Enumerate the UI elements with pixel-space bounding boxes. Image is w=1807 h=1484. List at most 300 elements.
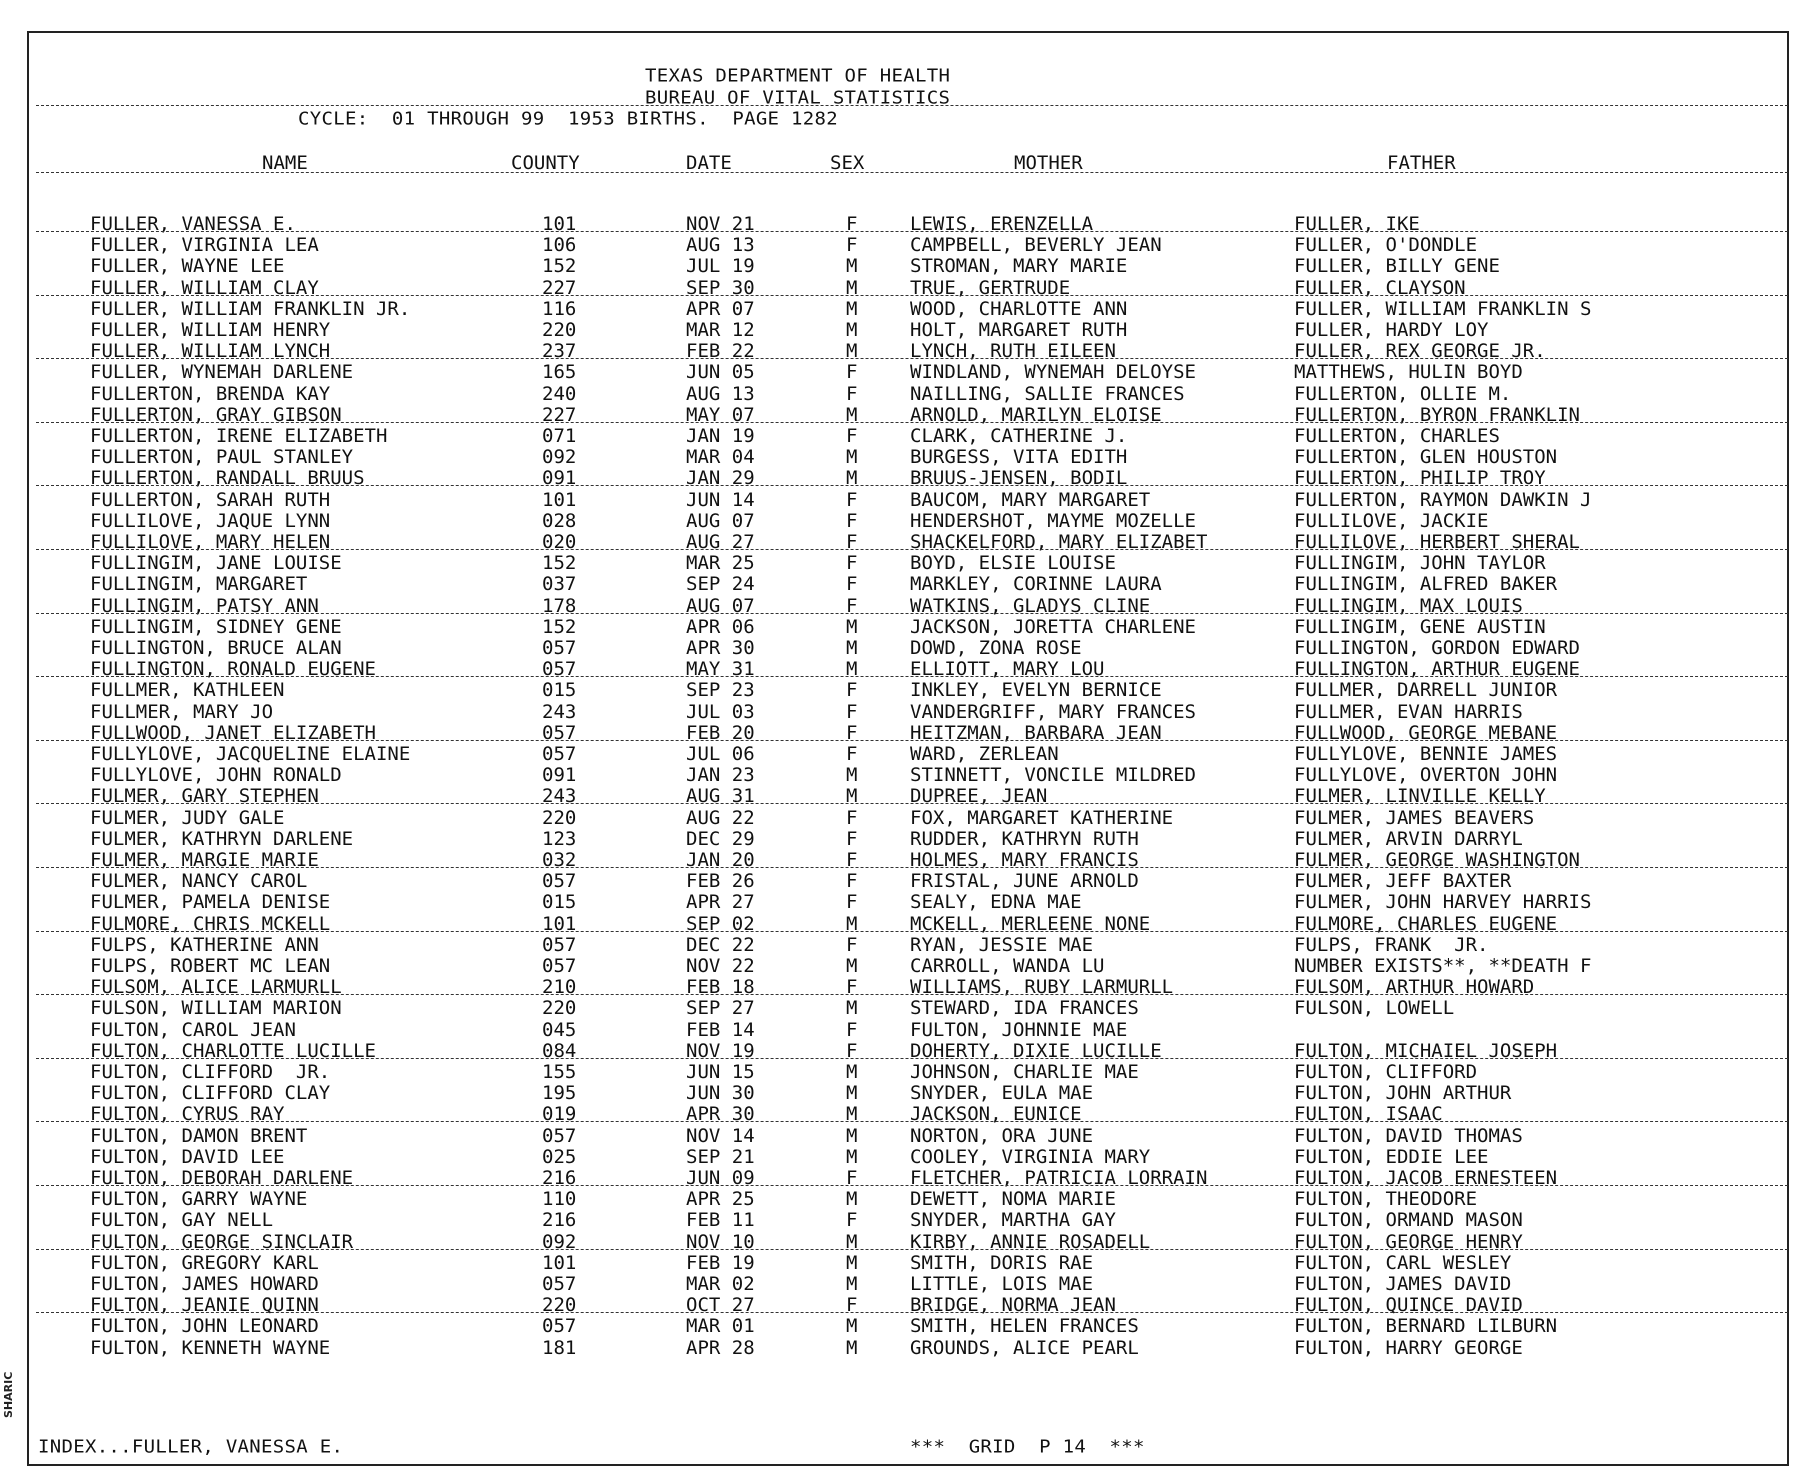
cell-father: FULLINGIM, GENE AUSTIN [1294, 615, 1546, 638]
row-underline [36, 1121, 1788, 1122]
cell-county: 216 [542, 1167, 577, 1189]
col-father: FATHER [1387, 152, 1456, 174]
table-row [0, 278, 1807, 299]
cell-mother: JOHNSON, CHARLIE MAE [910, 1061, 1139, 1083]
report-title: TEXAS DEPARTMENT OF HEALTH [645, 65, 951, 87]
cell-name: FULMER, NANCY CAROL [90, 870, 308, 893]
table-row [0, 553, 1807, 574]
cell-father: FULSON, LOWELL [1294, 997, 1455, 1020]
cell-mother: HENDERSHOT, MAYME MOZELLE [910, 509, 1196, 532]
cell-sex: F [846, 1039, 858, 1062]
cell-county: 220 [542, 806, 577, 829]
row-underline [36, 422, 1788, 423]
cell-mother: BAUCOM, MARY MARGARET [910, 488, 1151, 511]
cell-sex: F [846, 700, 858, 723]
cell-county: 210 [542, 976, 577, 999]
cell-sex: M [846, 446, 858, 469]
table-row [0, 744, 1807, 765]
cell-sex: F [846, 213, 858, 235]
cell-name: FULTON, DEBORAH DARLENE [90, 1167, 354, 1189]
table-row [0, 1189, 1807, 1210]
cell-date: MAR 01 [686, 1315, 755, 1338]
cell-mother: STINNETT, VONCILE MILDRED [910, 764, 1196, 787]
bureau-name: BUREAU OF VITAL STATISTICS [645, 87, 951, 109]
cell-name: FULLILOVE, MARY HELEN [90, 531, 331, 553]
cycle-line: CYCLE: 01 THROUGH 99 1953 BIRTHS. PAGE 1282 [298, 108, 838, 130]
cell-mother: KIRBY, ANNIE ROSADELL [910, 1230, 1151, 1253]
cell-date: JUL 03 [686, 700, 755, 723]
table-row [0, 299, 1807, 320]
cell-mother: STEWARD, IDA FRANCES [910, 997, 1139, 1020]
cell-date: NOV 22 [686, 955, 755, 977]
cell-father: FULLINGTON, ARTHUR EUGENE [1294, 658, 1580, 681]
table-row [0, 362, 1807, 383]
cell-name: FULLMER, MARY JO [90, 700, 274, 723]
side-label: SHARIC [2, 1371, 15, 1418]
table-row [0, 341, 1807, 362]
row-underline [36, 803, 1788, 804]
header-rule [36, 105, 1788, 106]
cell-father: FULTON, JAMES DAVID [1294, 1273, 1512, 1295]
cell-name: FULSOM, ALICE LARMURLL [90, 976, 342, 999]
cell-mother: FRISTAL, JUNE ARNOLD [910, 870, 1139, 893]
cell-name: FULTON, JAMES HOWARD [90, 1273, 319, 1295]
cell-date: AUG 07 [686, 594, 755, 617]
row-underline [36, 740, 1788, 741]
cell-sex: F [846, 531, 858, 553]
cell-name: FULLILOVE, JAQUE LYNN [90, 509, 331, 532]
cell-date: SEP 24 [686, 573, 755, 596]
cell-sex: M [846, 297, 858, 320]
cell-mother: LITTLE, LOIS MAE [910, 1273, 1094, 1295]
cell-father: FULLYLOVE, BENNIE JAMES [1294, 743, 1558, 765]
cell-father: FULTON, CARL WESLEY [1294, 1251, 1512, 1274]
cell-name: FULLERTON, RANDALL BRUUS [90, 467, 365, 490]
cell-name: FULTON, CAROL JEAN [90, 1018, 296, 1041]
cell-date: JUN 05 [686, 361, 755, 384]
cell-sex: F [846, 1294, 858, 1317]
cell-mother: VANDERGRIFF, MARY FRANCES [910, 700, 1196, 723]
cell-county: 071 [542, 425, 577, 447]
col-county: COUNTY [511, 152, 580, 174]
cell-mother: FOX, MARGARET KATHERINE [910, 806, 1174, 829]
cell-name: FULTON, CLIFFORD CLAY [90, 1082, 331, 1105]
cell-mother: JACKSON, JORETTA CHARLENE [910, 615, 1196, 638]
cell-father: FULTON, ISAAC [1294, 1103, 1443, 1126]
cell-county: 057 [542, 1124, 577, 1147]
cell-sex: M [846, 467, 858, 490]
table-row [0, 468, 1807, 489]
cell-sex: M [846, 637, 858, 659]
cell-mother: JACKSON, EUNICE [910, 1103, 1082, 1126]
cell-date: FEB 14 [686, 1018, 755, 1041]
cell-name: FULLER, WYNEMAH DARLENE [90, 361, 354, 384]
table-row [0, 1274, 1807, 1295]
table-row [0, 1316, 1807, 1337]
cell-sex: F [846, 870, 858, 893]
cell-father: FULLERTON, GLEN HOUSTON [1294, 446, 1558, 469]
cell-mother: BRUUS-JENSEN, BODIL [910, 467, 1128, 490]
cell-name: FULLINGTON, BRUCE ALAN [90, 637, 342, 659]
cell-father: FULMER, JAMES BEAVERS [1294, 806, 1535, 829]
cell-mother: SMITH, HELEN FRANCES [910, 1315, 1139, 1338]
cell-date: OCT 27 [686, 1294, 755, 1317]
cell-date: JAN 20 [686, 849, 755, 871]
footer-index: INDEX...FULLER, VANESSA E. [38, 1436, 344, 1458]
table-row [0, 638, 1807, 659]
cell-name: FULPS, KATHERINE ANN [90, 933, 319, 956]
cell-sex: F [846, 573, 858, 596]
table-row [0, 1104, 1807, 1125]
cell-date: SEP 21 [686, 1145, 755, 1168]
cell-county: 045 [542, 1018, 577, 1041]
cell-name: FULLER, WILLIAM HENRY [90, 319, 331, 341]
cell-sex: F [846, 827, 858, 850]
cell-sex: F [846, 594, 858, 617]
cell-father: FULLER, IKE [1294, 213, 1420, 235]
cell-sex: F [846, 933, 858, 956]
cell-mother: DOHERTY, DIXIE LUCILLE [910, 1039, 1162, 1062]
cell-mother: HOLMES, MARY FRANCIS [910, 849, 1139, 871]
cell-date: APR 28 [686, 1336, 755, 1359]
cell-father: FULMER, ARVIN DARRYL [1294, 827, 1523, 850]
cell-county: 037 [542, 573, 577, 596]
cell-name: FULLWOOD, JANET ELIZABETH [90, 721, 376, 744]
cell-county: 015 [542, 679, 577, 702]
cell-county: 237 [542, 340, 577, 363]
row-underline [36, 1185, 1788, 1186]
col-sex: SEX [830, 152, 865, 174]
cell-date: NOV 19 [686, 1039, 755, 1062]
cell-mother: RUDDER, KATHRYN RUTH [910, 827, 1139, 850]
cell-county: 101 [542, 213, 577, 235]
cell-sex: M [846, 1315, 858, 1338]
table-row [0, 617, 1807, 638]
cell-county: 178 [542, 594, 577, 617]
cell-name: FULMORE, CHRIS MCKELL [90, 912, 331, 935]
table-row [0, 1210, 1807, 1231]
cell-sex: F [846, 488, 858, 511]
cell-mother: TRUE, GERTRUDE [910, 276, 1071, 299]
cell-county: 092 [542, 446, 577, 469]
cell-date: AUG 22 [686, 806, 755, 829]
cell-county: 092 [542, 1230, 577, 1253]
cell-sex: M [846, 1103, 858, 1126]
cell-father: FULLER, BILLY GENE [1294, 255, 1500, 278]
cell-sex: M [846, 403, 858, 426]
cell-father: FULTON, QUINCE DAVID [1294, 1294, 1523, 1317]
cell-sex: M [846, 255, 858, 278]
cell-county: 084 [542, 1039, 577, 1062]
cell-county: 181 [542, 1336, 577, 1359]
cell-name: FULTON, GEORGE SINCLAIR [90, 1230, 354, 1253]
cell-mother: ELLIOTT, MARY LOU [910, 658, 1105, 681]
cell-date: FEB 22 [686, 340, 755, 363]
cell-mother: MARKLEY, CORINNE LAURA [910, 573, 1162, 596]
table-row [0, 977, 1807, 998]
table-row [0, 1020, 1807, 1041]
cell-date: APR 25 [686, 1188, 755, 1211]
cell-father: FULTON, JACOB ERNESTEEN [1294, 1167, 1558, 1189]
cell-father: FULLER, HARDY LOY [1294, 319, 1489, 341]
cell-sex: F [846, 1018, 858, 1041]
cell-county: 243 [542, 700, 577, 723]
cell-sex: F [846, 361, 858, 384]
cell-name: FULLER, WILLIAM FRANKLIN JR. [90, 297, 411, 320]
cell-father: FULTON, ORMAND MASON [1294, 1209, 1523, 1232]
cell-date: AUG 27 [686, 531, 755, 553]
cell-father: FULTON, THEODORE [1294, 1188, 1478, 1211]
cell-father: MATTHEWS, HULIN BOYD [1294, 361, 1523, 384]
table-row [0, 426, 1807, 447]
cell-date: FEB 26 [686, 870, 755, 893]
cell-sex: F [846, 382, 858, 405]
cell-sex: F [846, 425, 858, 447]
cell-county: 152 [542, 255, 577, 278]
cell-mother: CARROLL, WANDA LU [910, 955, 1105, 977]
table-row [0, 956, 1807, 977]
table-row [0, 871, 1807, 892]
table-row [0, 596, 1807, 617]
cell-name: FULTON, DAVID LEE [90, 1145, 285, 1168]
cell-mother: SEALY, EDNA MAE [910, 891, 1082, 914]
cell-date: DEC 22 [686, 933, 755, 956]
cell-father: FULTON, GEORGE HENRY [1294, 1230, 1523, 1253]
cell-father: FULLWOOD, GEORGE MEBANE [1294, 721, 1558, 744]
cell-county: 057 [542, 933, 577, 956]
cell-sex: M [846, 764, 858, 787]
cell-mother: NORTON, ORA JUNE [910, 1124, 1094, 1147]
cell-mother: CLARK, CATHERINE J. [910, 425, 1128, 447]
cell-name: FULMER, KATHRYN DARLENE [90, 827, 354, 850]
row-underline [36, 485, 1788, 486]
cell-father: FULMER, JOHN HARVEY HARRIS [1294, 891, 1592, 914]
cell-mother: COOLEY, VIRGINIA MARY [910, 1145, 1151, 1168]
table-row [0, 384, 1807, 405]
cell-name: FULLYLOVE, JOHN RONALD [90, 764, 342, 787]
cell-mother: CAMPBELL, BEVERLY JEAN [910, 234, 1162, 257]
cell-sex: F [846, 976, 858, 999]
cell-county: 032 [542, 849, 577, 871]
cell-father: FULTON, EDDIE LEE [1294, 1145, 1489, 1168]
table-row [0, 574, 1807, 595]
cell-mother: BURGESS, VITA EDITH [910, 446, 1128, 469]
table-row [0, 1338, 1807, 1359]
row-underline [36, 1058, 1788, 1059]
cell-county: 057 [542, 1315, 577, 1338]
cell-date: SEP 27 [686, 997, 755, 1020]
cell-county: 091 [542, 467, 577, 490]
row-underline [36, 994, 1788, 995]
cell-name: FULLINGIM, SIDNEY GENE [90, 615, 342, 638]
cell-sex: F [846, 1167, 858, 1189]
row-underline [36, 1249, 1788, 1250]
cell-name: FULLERTON, SARAH RUTH [90, 488, 331, 511]
cell-father: FULLINGIM, JOHN TAYLOR [1294, 552, 1546, 575]
cell-mother: HEITZMAN, BARBARA JEAN [910, 721, 1162, 744]
cell-date: SEP 23 [686, 679, 755, 702]
cell-date: JAN 19 [686, 425, 755, 447]
row-underline [36, 358, 1788, 359]
cell-name: FULLINGTON, RONALD EUGENE [90, 658, 376, 681]
table-row [0, 998, 1807, 1019]
cell-date: JUL 19 [686, 255, 755, 278]
cell-name: FULMER, PAMELA DENISE [90, 891, 331, 914]
cell-father: FULPS, FRANK JR. [1294, 933, 1489, 956]
table-row [0, 935, 1807, 956]
table-row [0, 447, 1807, 468]
cell-father: FULLINGIM, ALFRED BAKER [1294, 573, 1558, 596]
cell-sex: M [846, 1188, 858, 1211]
cell-county: 240 [542, 382, 577, 405]
cell-county: 155 [542, 1061, 577, 1083]
cell-name: FULTON, JOHN LEONARD [90, 1315, 319, 1338]
cell-date: FEB 19 [686, 1251, 755, 1274]
cell-father: FULMER, LINVILLE KELLY [1294, 785, 1546, 808]
cell-date: AUG 07 [686, 509, 755, 532]
cell-name: FULLERTON, BRENDA KAY [90, 382, 331, 405]
cell-father: FULLER, O'DONDLE [1294, 234, 1478, 257]
cell-date: FEB 20 [686, 721, 755, 744]
cell-father: FULMER, JEFF BAXTER [1294, 870, 1512, 893]
cell-county: 110 [542, 1188, 577, 1211]
cell-date: FEB 11 [686, 1209, 755, 1232]
cell-sex: M [846, 340, 858, 363]
column-header-rule [36, 172, 1788, 173]
cell-father: FULTON, JOHN ARTHUR [1294, 1082, 1512, 1105]
cell-name: FULLERTON, IRENE ELIZABETH [90, 425, 388, 447]
cell-county: 106 [542, 234, 577, 257]
cell-mother: HOLT, MARGARET RUTH [910, 319, 1128, 341]
cell-sex: F [846, 509, 858, 532]
cell-date: NOV 21 [686, 213, 755, 235]
cell-county: 227 [542, 403, 577, 426]
cell-date: MAR 02 [686, 1273, 755, 1295]
cell-date: FEB 18 [686, 976, 755, 999]
cell-date: JUL 06 [686, 743, 755, 765]
cell-father: FULLER, WILLIAM FRANKLIN S [1294, 297, 1592, 320]
cell-sex: M [846, 1273, 858, 1295]
cell-name: FULPS, ROBERT MC LEAN [90, 955, 331, 977]
cell-father: FULLER, REX GEORGE JR. [1294, 340, 1546, 363]
cell-father: FULLER, CLAYSON [1294, 276, 1466, 299]
cell-date: SEP 30 [686, 276, 755, 299]
cell-county: 165 [542, 361, 577, 384]
cell-name: FULLER, WILLIAM LYNCH [90, 340, 331, 363]
cell-sex: M [846, 276, 858, 299]
cell-name: FULTON, DAMON BRENT [90, 1124, 308, 1147]
cell-name: FULLER, VIRGINIA LEA [90, 234, 319, 257]
table-row [0, 1062, 1807, 1083]
cell-county: 057 [542, 743, 577, 765]
cell-father: FULMER, GEORGE WASHINGTON [1294, 849, 1580, 871]
cell-sex: F [846, 891, 858, 914]
cell-name: FULTON, GREGORY KARL [90, 1251, 319, 1274]
cell-mother: STROMAN, MARY MARIE [910, 255, 1128, 278]
cell-mother: LYNCH, RUTH EILEEN [910, 340, 1116, 363]
cell-county: 057 [542, 870, 577, 893]
table-row [0, 511, 1807, 532]
cell-name: FULMER, JUDY GALE [90, 806, 285, 829]
cell-date: APR 27 [686, 891, 755, 914]
cell-name: FULTON, KENNETH WAYNE [90, 1336, 331, 1359]
cell-sex: M [846, 997, 858, 1020]
col-name: NAME [262, 152, 308, 174]
cell-date: MAY 31 [686, 658, 755, 681]
cell-name: FULLINGIM, JANE LOUISE [90, 552, 342, 575]
cell-father: FULLERTON, PHILIP TROY [1294, 467, 1546, 490]
cell-sex: M [846, 955, 858, 977]
cell-name: FULTON, CYRUS RAY [90, 1103, 285, 1126]
cell-mother: ARNOLD, MARILYN ELOISE [910, 403, 1162, 426]
cell-county: 025 [542, 1145, 577, 1168]
cell-county: 091 [542, 764, 577, 787]
cell-date: JAN 29 [686, 467, 755, 490]
cell-county: 057 [542, 658, 577, 681]
cell-date: NOV 10 [686, 1230, 755, 1253]
table-row [0, 914, 1807, 935]
cell-father: FULLINGTON, GORDON EDWARD [1294, 637, 1580, 659]
table-row [0, 702, 1807, 723]
table-row [0, 892, 1807, 913]
cell-date: APR 30 [686, 637, 755, 659]
cell-county: 227 [542, 276, 577, 299]
cell-county: 123 [542, 827, 577, 850]
cell-county: 116 [542, 297, 577, 320]
cell-father: FULLERTON, CHARLES [1294, 425, 1500, 447]
footer-grid: *** GRID P 14 *** [910, 1436, 1145, 1458]
cell-date: MAY 07 [686, 403, 755, 426]
cell-county: 101 [542, 912, 577, 935]
cell-name: FULTON, JEANIE QUINN [90, 1294, 319, 1317]
cell-father: FULLERTON, RAYMON DAWKIN J [1294, 488, 1592, 511]
cell-mother: WOOD, CHARLOTTE ANN [910, 297, 1128, 320]
row-underline [36, 931, 1788, 932]
table-row [0, 765, 1807, 786]
col-mother: MOTHER [1014, 152, 1083, 174]
cell-county: 152 [542, 552, 577, 575]
cell-mother: SHACKELFORD, MARY ELIZABET [910, 531, 1208, 553]
cell-mother: DEWETT, NOMA MARIE [910, 1188, 1116, 1211]
cell-mother: RYAN, JESSIE MAE [910, 933, 1094, 956]
table-row [0, 680, 1807, 701]
cell-mother: MCKELL, MERLEENE NONE [910, 912, 1151, 935]
cell-county: 057 [542, 637, 577, 659]
cell-mother: DUPREE, JEAN [910, 785, 1048, 808]
row-underline [36, 867, 1788, 868]
cell-mother: DOWD, ZONA ROSE [910, 637, 1082, 659]
cell-date: NOV 14 [686, 1124, 755, 1147]
cell-sex: F [846, 743, 858, 765]
cell-father: NUMBER EXISTS**, **DEATH F [1294, 955, 1592, 977]
cell-date: AUG 13 [686, 382, 755, 405]
row-underline [36, 231, 1788, 232]
cell-date: JUN 30 [686, 1082, 755, 1105]
cell-county: 243 [542, 785, 577, 808]
cell-county: 057 [542, 721, 577, 744]
cell-date: APR 07 [686, 297, 755, 320]
cell-county: 028 [542, 509, 577, 532]
cell-date: MAR 04 [686, 446, 755, 469]
cell-mother: BOYD, ELSIE LOUISE [910, 552, 1116, 575]
cell-date: APR 30 [686, 1103, 755, 1126]
table-row [0, 214, 1807, 235]
cell-sex: M [846, 1336, 858, 1359]
cell-father: FULLINGIM, MAX LOUIS [1294, 594, 1523, 617]
cell-mother: WILLIAMS, RUBY LARMURLL [910, 976, 1174, 999]
table-row [0, 1295, 1807, 1316]
table-row [0, 1168, 1807, 1189]
